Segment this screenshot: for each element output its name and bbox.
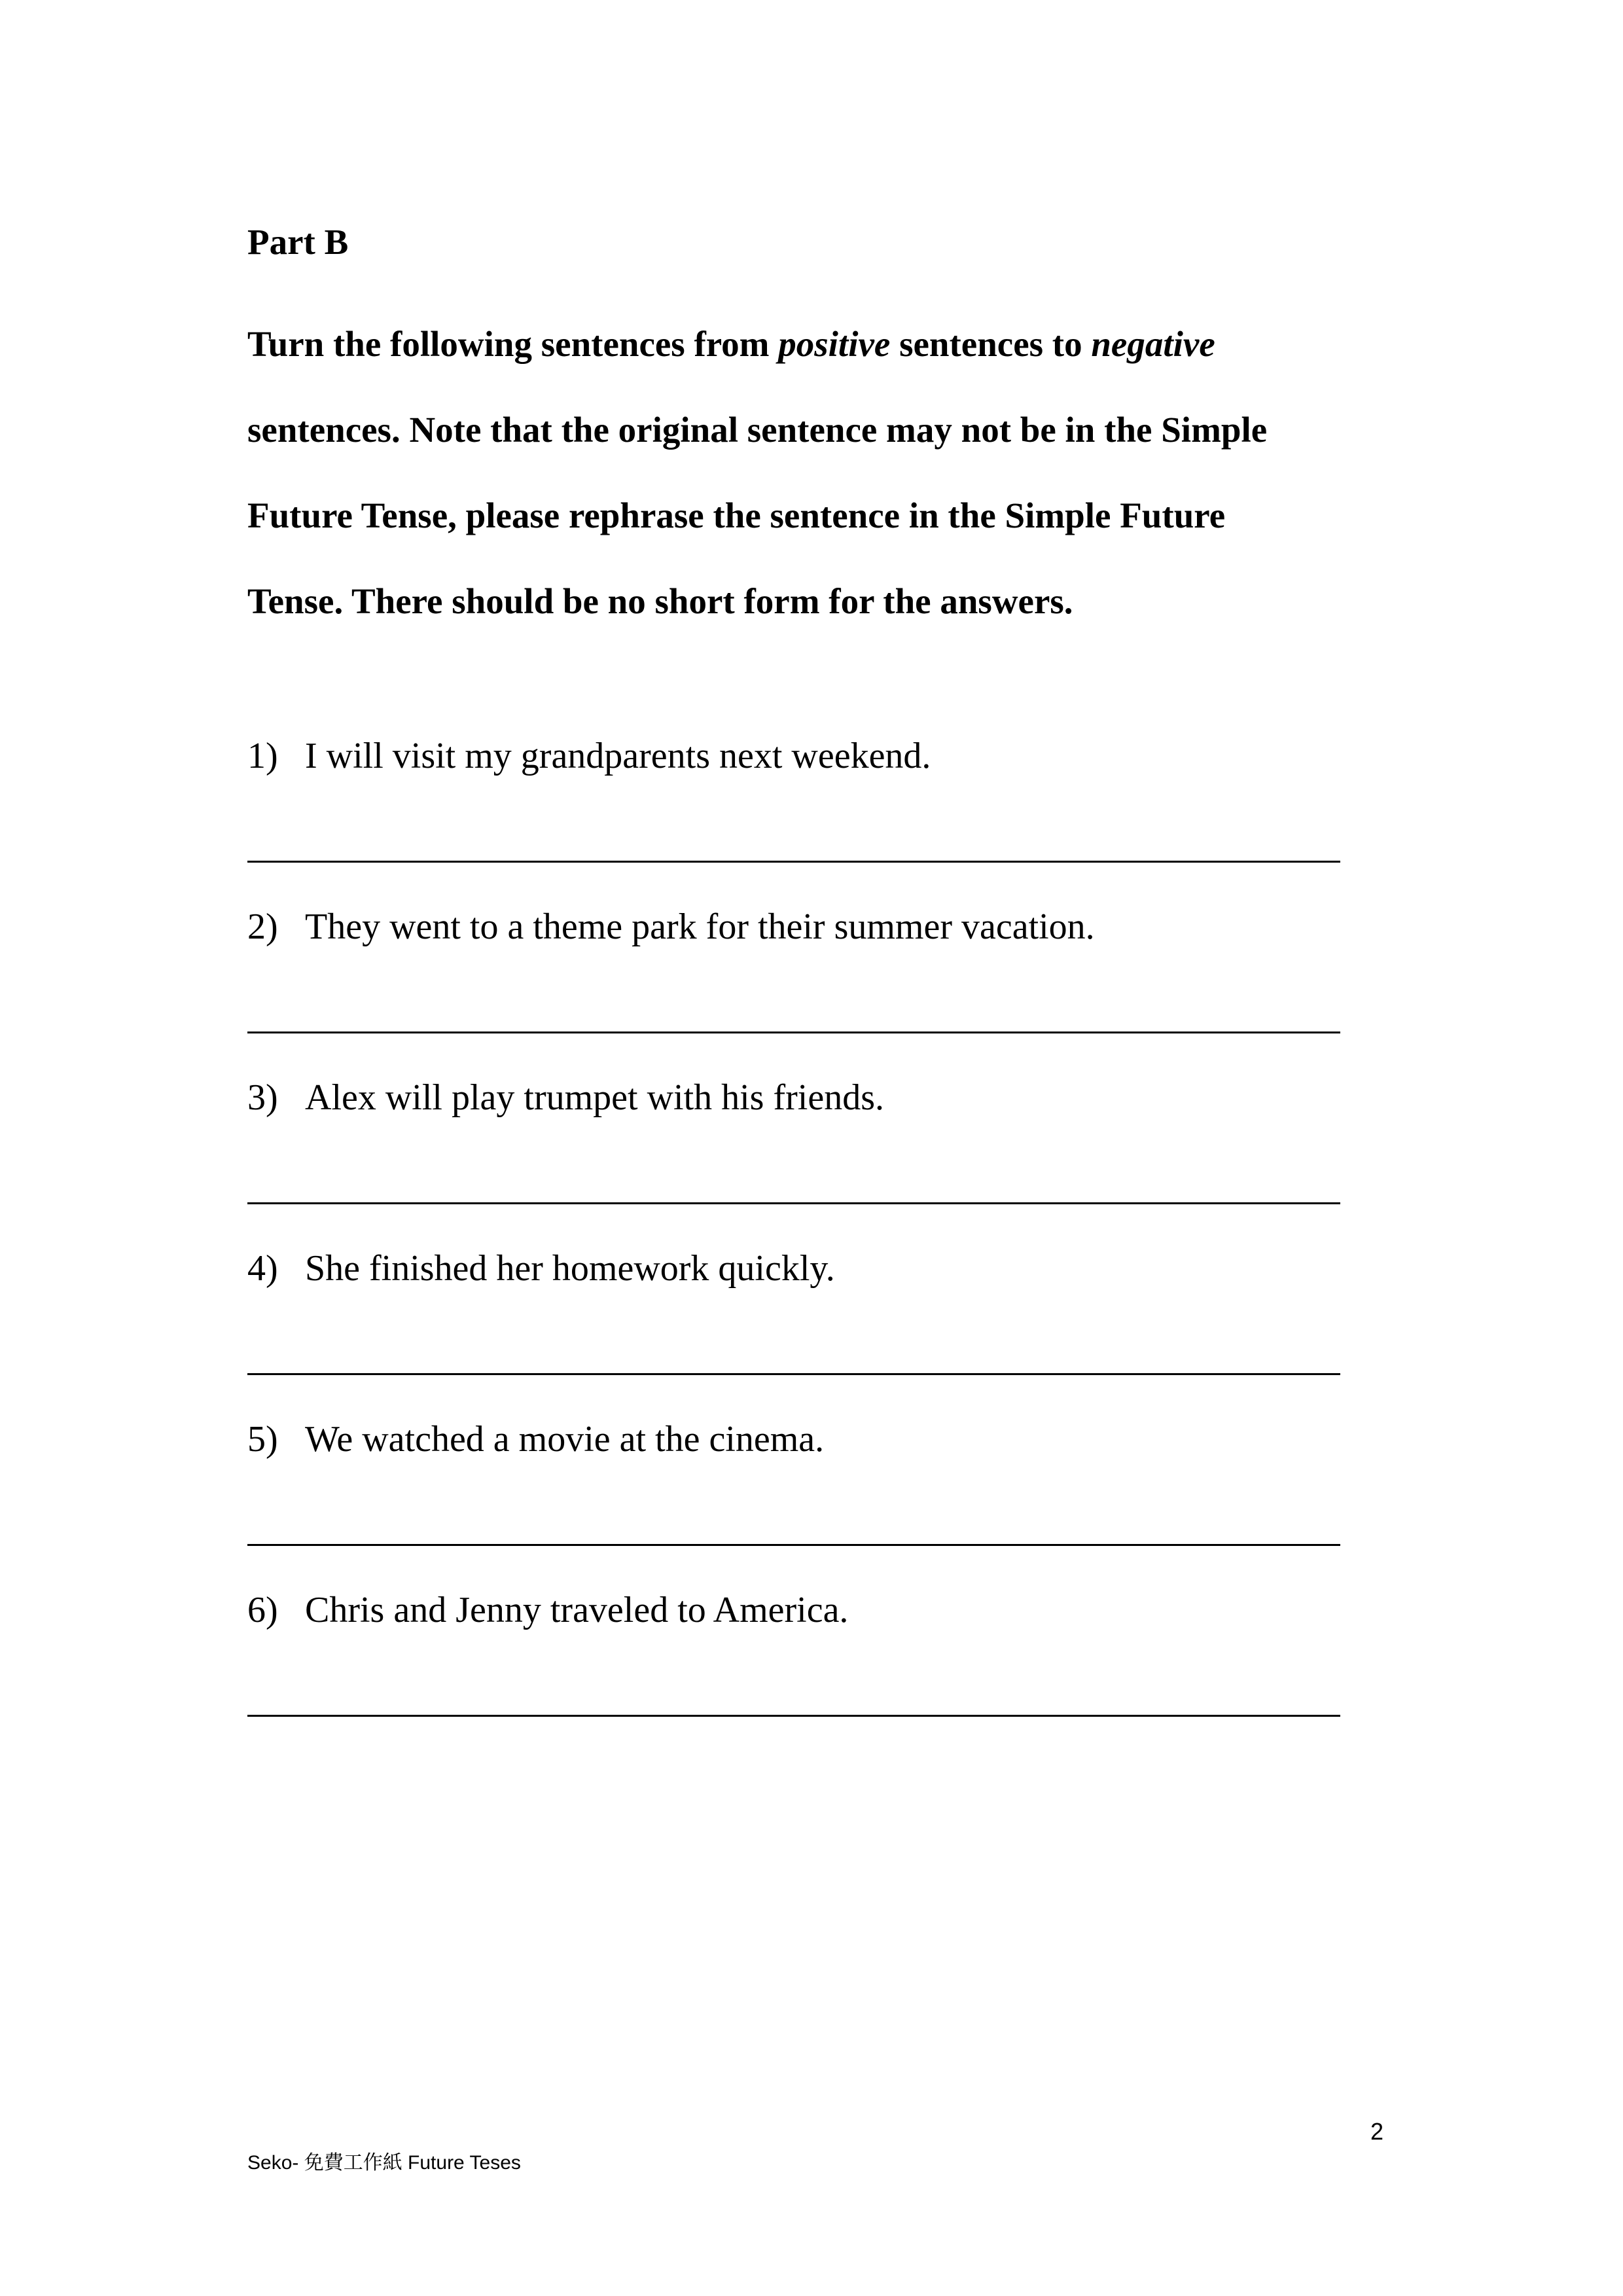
question-text: Chris and Jenny traveled to America.: [305, 1590, 849, 1630]
question-number: 1): [247, 736, 278, 776]
answer-line-6[interactable]: [247, 1715, 1340, 1717]
question-text: They went to a theme park for their summer vacation.: [305, 906, 1095, 947]
question-text: We watched a movie at the cinema.: [305, 1419, 825, 1460]
instructions-line-4: Tense. There should be no short form for the answers.: [247, 581, 1073, 621]
question-number: 2): [247, 906, 278, 947]
question-number: 4): [247, 1248, 278, 1289]
footer-text: Seko- 免費工作紙 Future Teses: [247, 2152, 521, 2174]
instructions-text: sentences to: [890, 324, 1092, 364]
negative-emphasis: negative: [1091, 324, 1215, 364]
answer-line-4[interactable]: [247, 1373, 1340, 1375]
page-number: 2: [1370, 2118, 1384, 2145]
part-title: Part B: [247, 222, 349, 262]
question-4: [247, 1246, 835, 1291]
instructions-text: Turn the following sentences from: [247, 324, 779, 364]
answer-line-1[interactable]: [247, 861, 1340, 863]
question-3: [247, 1075, 884, 1121]
instructions-line-2: sentences. Note that the original sentence may not be in the Simple: [247, 410, 1268, 450]
answer-line-3[interactable]: [247, 1202, 1340, 1204]
instructions-line-3: Future Tense, please rephrase the sentence in the Simple Future: [247, 495, 1226, 535]
answer-line-5[interactable]: [247, 1544, 1340, 1546]
question-number: 3): [247, 1077, 278, 1118]
question-number: 6): [247, 1590, 278, 1630]
question-text: Alex will play trumpet with his friends.: [305, 1077, 884, 1118]
question-1: [247, 733, 931, 779]
answer-line-2[interactable]: [247, 1031, 1340, 1033]
question-6: [247, 1587, 848, 1633]
question-text: I will visit my grandparents next weekend.: [305, 736, 931, 776]
question-number: 5): [247, 1419, 278, 1460]
positive-emphasis: positive: [778, 324, 891, 364]
question-2: [247, 904, 1095, 950]
question-5: [247, 1416, 824, 1462]
instructions-line-1: [247, 301, 1373, 387]
question-text: She finished her homework quickly.: [305, 1248, 835, 1289]
instructions: [247, 301, 1373, 644]
